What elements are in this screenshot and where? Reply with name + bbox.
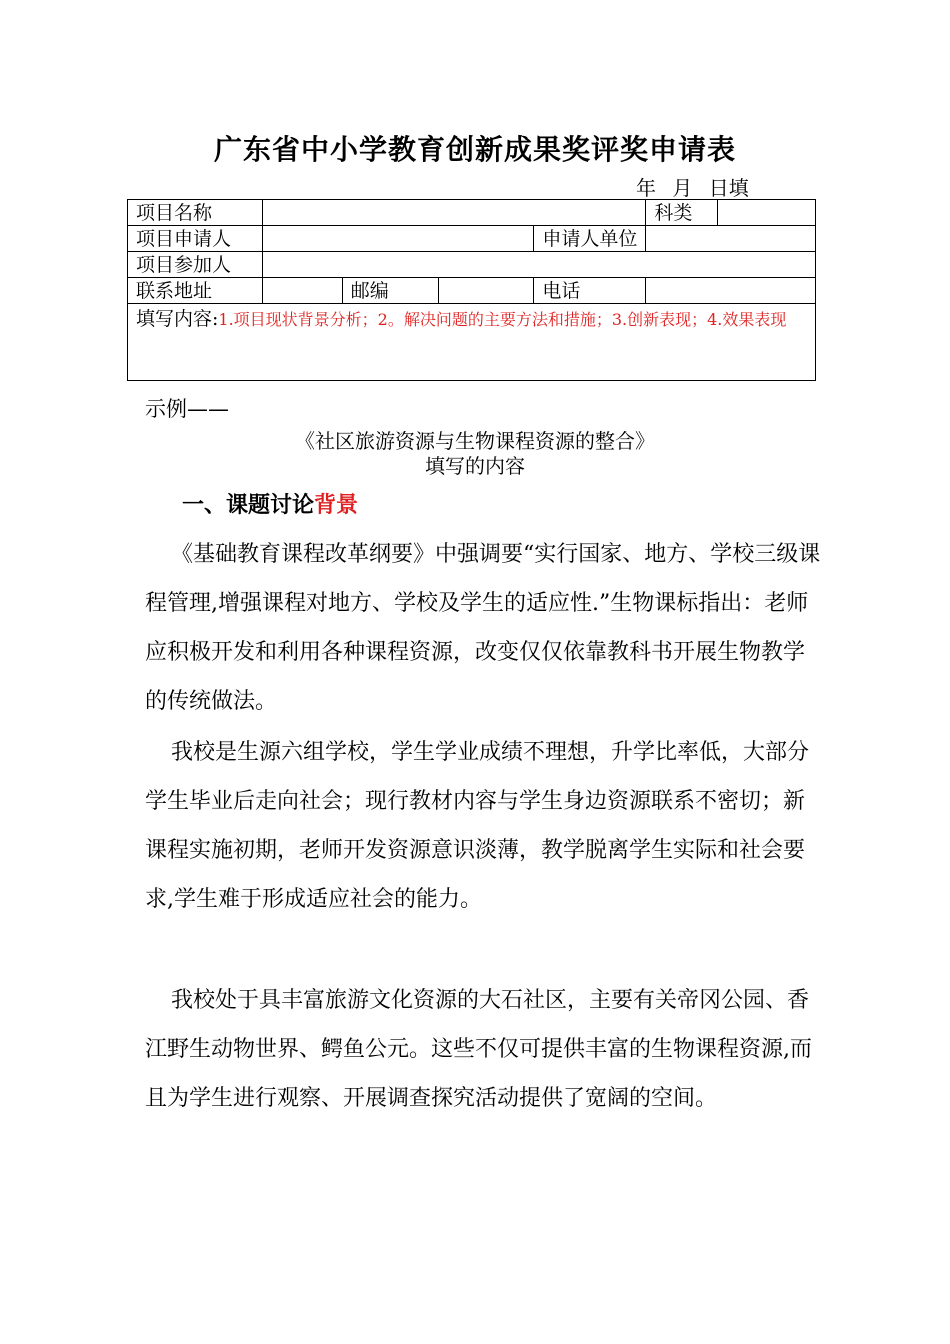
section-heading <box>182 488 358 519</box>
page-title: 广东省中小学教育创新成果奖评奖申请表 <box>213 133 736 166</box>
date-year: 年 <box>636 176 656 200</box>
field-applicant-unit[interactable] <box>646 226 816 252</box>
label-applicant: 项目申请人 <box>128 226 263 252</box>
field-phone[interactable] <box>646 278 816 304</box>
example-title: 《社区旅游资源与生物课程资源的整合》 <box>295 429 655 453</box>
label-content: 填写内容: <box>136 308 219 330</box>
section-heading-accent: 背景 <box>314 493 359 518</box>
field-applicant[interactable] <box>262 226 534 252</box>
date-day: 日填 <box>708 176 749 200</box>
field-project-name[interactable] <box>262 200 646 226</box>
paragraph-3: 我校处于具丰富旅游文化资源的大石社区，主要有关帝冈公园、香江野生动物世界、鳄鱼公元。这些不仅可提供丰富的生物课程资源,而且为学生进行观察、开展调查探究活动提供了宽阔的空间。 <box>145 988 812 1111</box>
paragraph-1: 《基础教育课程改革纲要》中强调要“实行国家、地方、学校三级课程管理,增强课程对地方、学校及学生的适应性.”生物课标指出：老师应积极开发和利用各种课程资源，改变仅仅依靠教科书开展生物教学的传统做法。 <box>145 542 821 714</box>
field-content[interactable] <box>128 304 816 381</box>
field-subject[interactable] <box>717 200 815 226</box>
label-address: 联系地址 <box>128 278 263 304</box>
example-label: 示例—— <box>145 397 229 421</box>
label-participants: 项目参加人 <box>128 252 263 278</box>
label-phone: 电话 <box>534 278 646 304</box>
content-hint: 1.项目现状背景分析；2。解决问题的主要方法和措施；3.创新表现；4.效果表现 <box>218 310 787 329</box>
section-heading-prefix: 一、课题讨论 <box>182 493 315 518</box>
date-month: 月 <box>672 176 693 200</box>
example-heading <box>0 429 950 479</box>
paragraph-2: 我校是生源六组学校，学生学业成绩不理想，升学比率低，大部分学生毕业后走向社会；现行教材内容与学生身边资源联系不密切；新课程实施初期，老师开发资源意识淡薄，教学脱离学生实际和社会要求,学生难于形成适应社会的能力。 <box>145 740 810 912</box>
field-postcode[interactable] <box>438 278 533 304</box>
label-postcode: 邮编 <box>342 278 438 304</box>
date-fill-line <box>636 172 759 201</box>
example-subtitle: 填写的内容 <box>425 454 525 478</box>
field-participants[interactable] <box>262 252 815 278</box>
label-subject: 科类 <box>646 200 717 226</box>
field-address[interactable] <box>262 278 342 304</box>
label-applicant-unit: 申请人单位 <box>534 226 646 252</box>
application-form-table <box>127 199 816 381</box>
label-project-name: 项目名称 <box>128 200 263 226</box>
